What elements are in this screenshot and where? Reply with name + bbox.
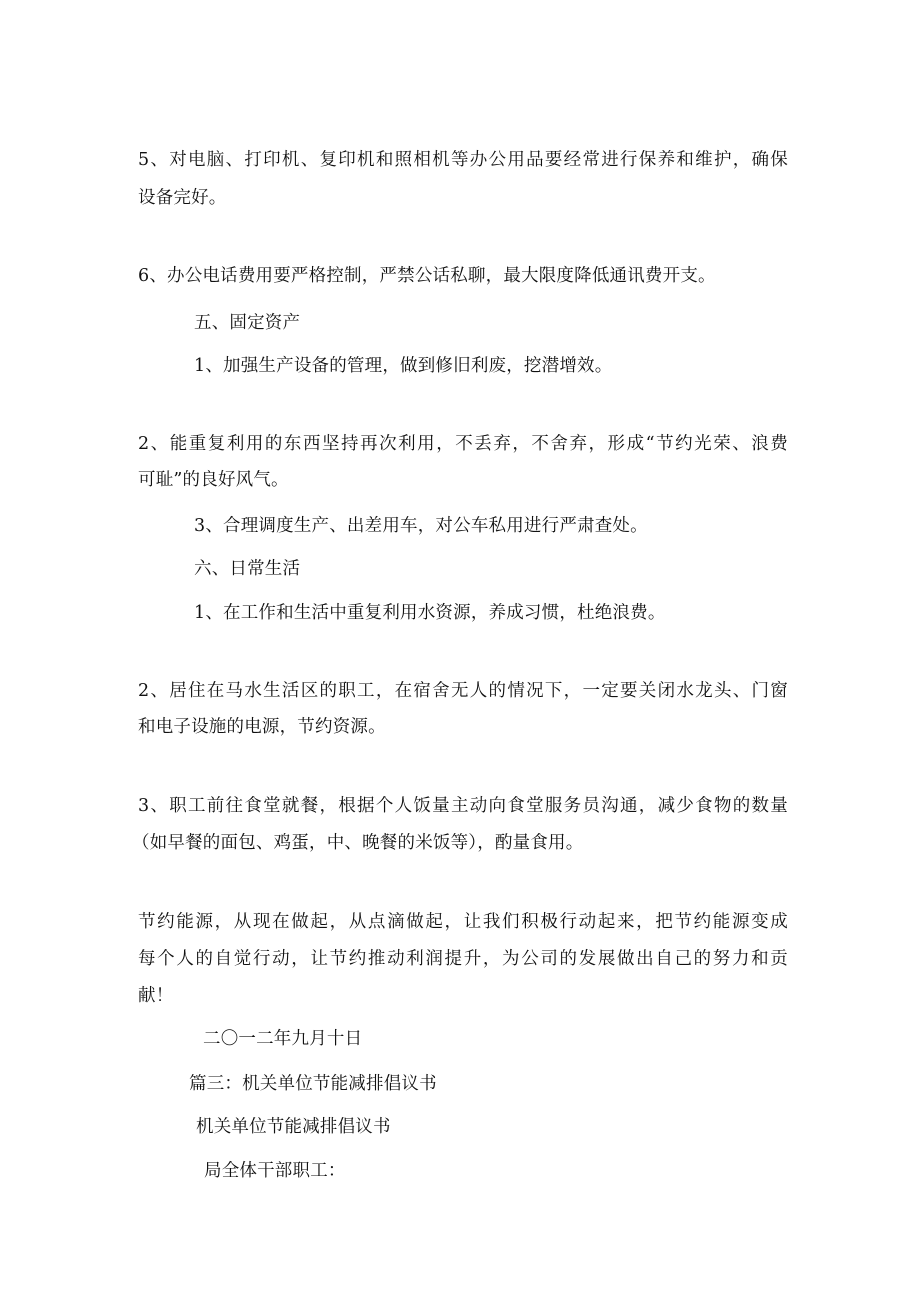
section-heading-daily-life: 六、日常生活 (194, 559, 301, 579)
fixed-assets-item-2-line-1: 2、能重复利用的东西坚持再次利用，不丢弃，不舍弃，形成“节约光荣、浪费 (138, 434, 788, 454)
daily-life-item-1: 1、在工作和生活中重复利用水资源，养成习惯，杜绝浪费。 (194, 603, 666, 623)
fixed-assets-item-2-line-2: 可耻”的良好风气。 (138, 470, 289, 490)
section-heading-fixed-assets: 五、固定资产 (194, 313, 301, 333)
closing-line-2: 每个人的自觉行动，让节约推动利润提升，为公司的发展做出自己的努力和贡 (138, 949, 788, 969)
item-6: 6、办公电话费用要严格控制，严禁公话私聊，最大限度降低通讯费开支。 (138, 266, 716, 286)
item-5-line-2: 设备完好。 (138, 188, 227, 208)
daily-life-item-3-line-2: （如早餐的面包、鸡蛋，中、晚餐的米饭等），酌量食用。 (132, 833, 584, 853)
fixed-assets-item-3: 3、合理调度生产、出差用车，对公车私用进行严肃查处。 (194, 516, 648, 536)
daily-life-item-2-line-2: 和电子设施的电源，节约资源。 (138, 717, 386, 737)
fixed-assets-item-1: 1、加强生产设备的管理，做到修旧利废，挖潜增效。 (194, 356, 613, 376)
document-title: 机关单位节能减排倡议书 (196, 1117, 391, 1137)
closing-line-1: 节约能源，从现在做起，从点滴做起，让我们积极行动起来，把节约能源变成 (138, 912, 788, 932)
daily-life-item-3-line-1: 3、职工前往食堂就餐，根据个人饭量主动向食堂服务员沟通，减少食物的数量 (138, 796, 788, 816)
salutation: 局全体干部职工： (204, 1161, 346, 1181)
chapter-heading: 篇三：机关单位节能减排倡议书 (189, 1074, 437, 1094)
daily-life-item-2-line-1: 2、居住在马水生活区的职工，在宿舍无人的情况下，一定要关闭水龙头、门窗 (138, 681, 788, 701)
document-date: 二〇一二年九月十日 (203, 1029, 363, 1049)
item-5-line-1: 5、对电脑、打印机、复印机和照相机等办公用品要经常进行保养和维护，确保 (138, 150, 788, 170)
closing-line-3: 献！ (138, 986, 174, 1006)
